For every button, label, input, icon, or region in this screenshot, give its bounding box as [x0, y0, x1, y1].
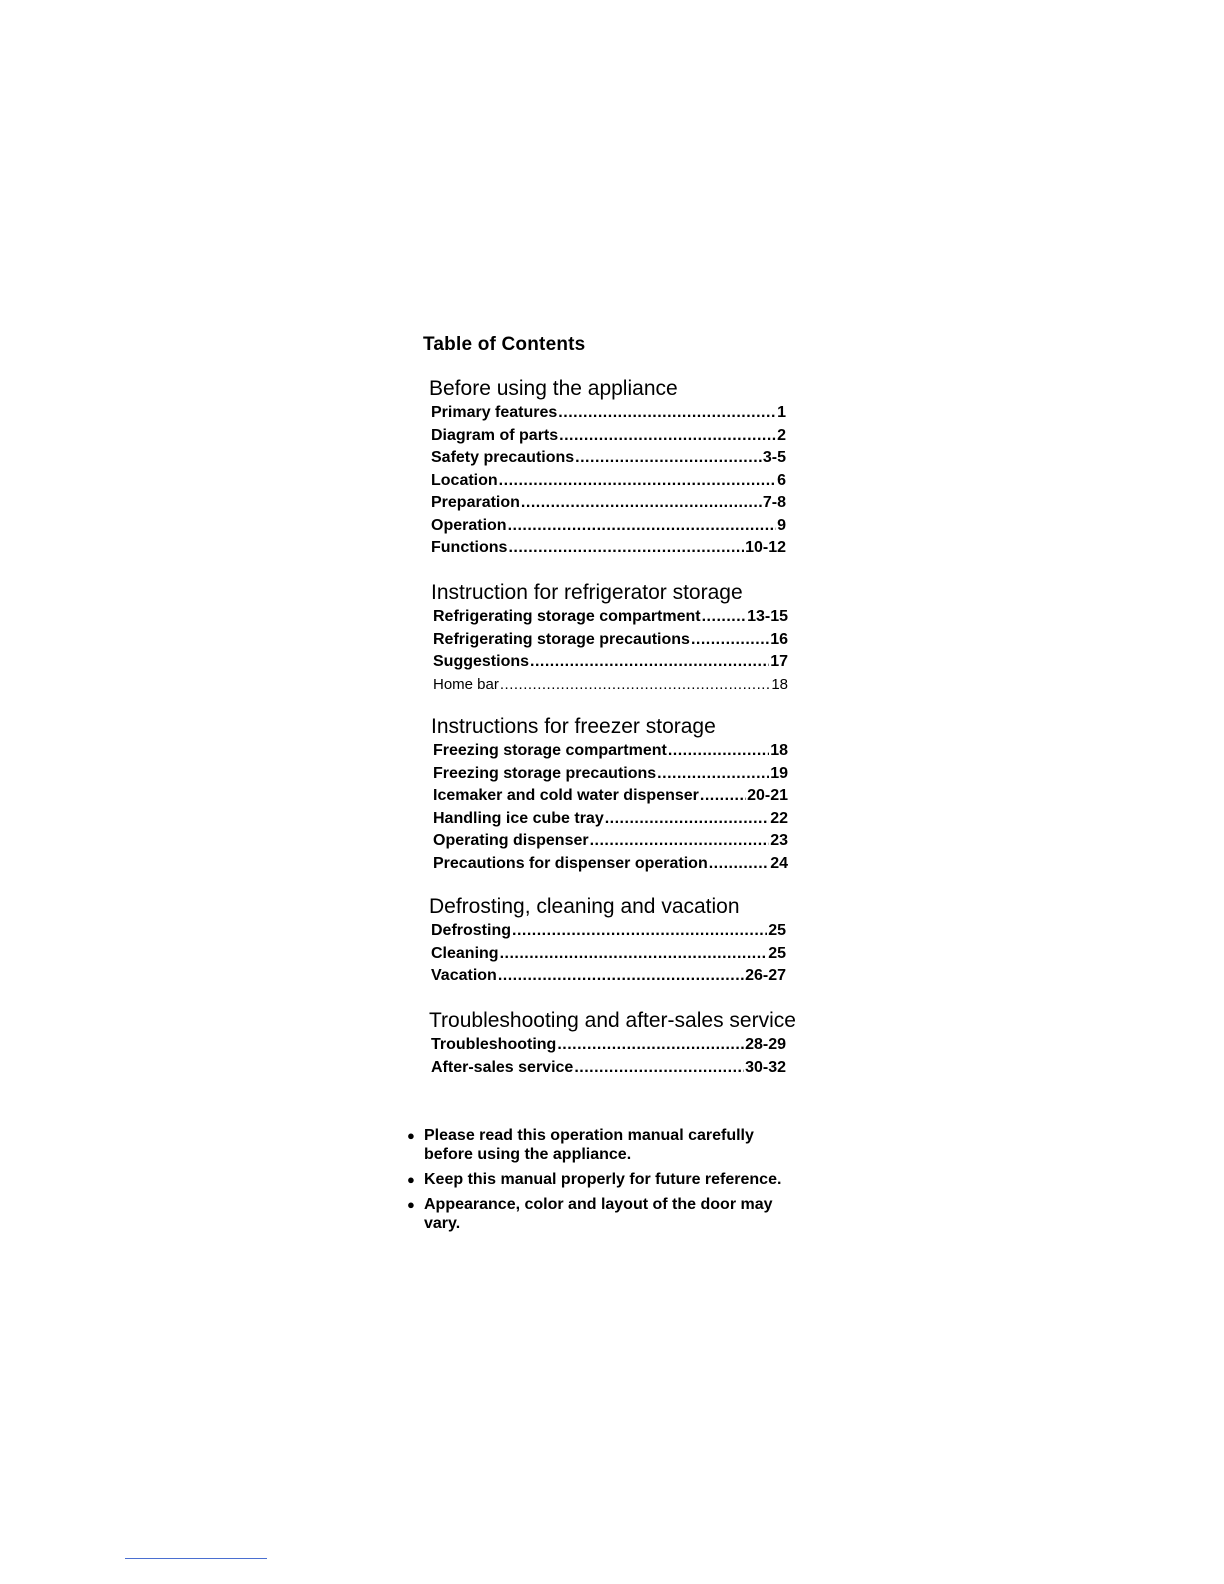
note-text: Please read this operation manual carefully before using the appliance. — [424, 1127, 754, 1163]
entry-page: 9 — [777, 516, 786, 534]
toc-section-before-using — [429, 376, 819, 560]
dot-leader — [498, 965, 744, 988]
toc-entry[interactable] — [431, 447, 786, 470]
entry-label: Vacation — [431, 967, 497, 984]
bullet-icon: ● — [407, 1172, 415, 1187]
dot-leader — [500, 674, 770, 697]
entry-label: Operation — [431, 516, 507, 534]
toc-entry[interactable] — [431, 943, 786, 966]
toc-entry[interactable] — [433, 763, 788, 786]
section-heading: Defrosting, cleaning and vacation — [429, 895, 740, 918]
entry-page: 1 — [777, 404, 786, 421]
entry-label: Safety precautions — [431, 449, 575, 466]
dot-leader — [605, 808, 769, 831]
entry-page: 13-15 — [747, 608, 788, 625]
dot-leader — [508, 515, 777, 538]
toc-entry[interactable] — [431, 425, 786, 448]
entry-label: Handling ice cube tray — [433, 809, 604, 827]
bullet-icon: ● — [407, 1128, 415, 1143]
entry-label: Icemaker and cold water dispenser — [433, 787, 699, 804]
dot-leader — [575, 447, 762, 470]
dot-leader — [557, 1034, 744, 1057]
entry-label: After-sales service — [431, 1058, 574, 1076]
dot-leader — [691, 629, 769, 652]
dot-leader — [590, 830, 770, 853]
dot-leader — [521, 492, 762, 515]
toc-entry[interactable] — [433, 674, 788, 697]
entry-label: Cleaning — [431, 944, 499, 962]
toc-entry[interactable] — [431, 1057, 786, 1080]
dot-leader — [574, 1057, 744, 1080]
entry-page: 22 — [770, 809, 788, 827]
dot-leader — [508, 537, 744, 560]
entry-label: Home bar — [433, 675, 499, 693]
note-text: Appearance, color and layout of the door may vary. — [424, 1196, 773, 1232]
footnote-separator — [125, 1558, 267, 1559]
entry-label: Operating dispenser — [433, 832, 589, 849]
dot-leader — [530, 651, 769, 674]
toc-section-refrigerator-storage — [431, 580, 821, 696]
dot-leader — [702, 606, 746, 629]
section-heading: Troubleshooting and after-sales service — [429, 1009, 796, 1032]
dot-leader — [558, 402, 776, 425]
entry-label: Refrigerating storage precautions — [433, 630, 690, 648]
toc-entry[interactable] — [433, 740, 788, 763]
entry-label: Location — [431, 471, 498, 489]
section-heading: Instruction for refrigerator storage — [431, 581, 743, 604]
note-item — [407, 1170, 807, 1189]
toc-section-troubleshooting — [429, 1008, 819, 1079]
toc-entry[interactable] — [433, 830, 788, 853]
entry-page: 17 — [770, 653, 788, 670]
bullet-icon: ● — [407, 1197, 415, 1212]
entry-page: 10-12 — [745, 539, 786, 556]
entry-label: Preparation — [431, 494, 520, 511]
section-heading: Instructions for freezer storage — [431, 715, 716, 738]
entry-label: Functions — [431, 539, 508, 556]
entry-page: 18 — [771, 675, 788, 693]
toc-entry[interactable] — [433, 606, 788, 629]
entry-label: Refrigerating storage compartment — [433, 608, 701, 625]
toc-section-freezer-storage — [431, 714, 821, 875]
dot-leader — [700, 785, 746, 808]
toc-entry[interactable] — [431, 492, 786, 515]
entry-label: Diagram of parts — [431, 426, 559, 444]
entry-page: 3-5 — [762, 449, 786, 466]
entry-page: 25 — [768, 922, 786, 939]
entry-page: 7-8 — [762, 494, 786, 511]
entry-label: Primary features — [431, 404, 558, 421]
toc-entry[interactable] — [433, 808, 788, 831]
entry-page: 28-29 — [745, 1036, 786, 1053]
notes-list — [407, 1126, 807, 1239]
toc-entry[interactable] — [431, 470, 786, 493]
entry-page: 6 — [777, 471, 786, 489]
entry-label: Precautions for dispenser operation — [433, 854, 708, 872]
dot-leader — [500, 943, 768, 966]
dot-leader — [657, 763, 769, 786]
toc-section-defrosting — [429, 894, 819, 988]
entry-page: 25 — [768, 944, 786, 962]
entry-page: 18 — [770, 742, 788, 759]
dot-leader — [559, 425, 776, 448]
entry-label: Freezing storage compartment — [433, 742, 667, 759]
entry-label: Defrosting — [431, 922, 511, 939]
dot-leader — [512, 920, 767, 943]
dot-leader — [709, 853, 769, 876]
note-item — [407, 1126, 807, 1164]
entry-page: 2 — [777, 426, 786, 444]
toc-entry[interactable] — [431, 965, 786, 988]
entry-label: Troubleshooting — [431, 1036, 557, 1053]
note-item — [407, 1195, 807, 1233]
section-heading: Before using the appliance — [429, 377, 678, 400]
toc-entry[interactable] — [431, 1034, 786, 1057]
entry-page: 30-32 — [745, 1058, 786, 1076]
entry-page: 23 — [770, 832, 788, 849]
toc-entry[interactable] — [433, 651, 788, 674]
dot-leader — [668, 740, 769, 763]
entry-page: 19 — [770, 764, 788, 782]
dot-leader — [499, 470, 776, 493]
entry-page: 24 — [770, 854, 788, 872]
note-text: Keep this manual properly for future reference. — [424, 1171, 782, 1188]
entry-page: 26-27 — [745, 967, 786, 984]
entry-label: Suggestions — [433, 653, 530, 670]
toc-entry[interactable] — [431, 537, 786, 560]
toc-entry[interactable] — [431, 402, 786, 425]
toc-title: Table of Contents — [423, 334, 586, 355]
toc-entry[interactable] — [431, 515, 786, 538]
entry-label: Freezing storage precautions — [433, 764, 657, 782]
toc-entry[interactable] — [433, 629, 788, 652]
toc-entry[interactable] — [433, 785, 788, 808]
entry-page: 20-21 — [747, 787, 788, 804]
toc-entry[interactable] — [431, 920, 786, 943]
entry-page: 16 — [770, 630, 788, 648]
toc-entry[interactable] — [433, 853, 788, 876]
